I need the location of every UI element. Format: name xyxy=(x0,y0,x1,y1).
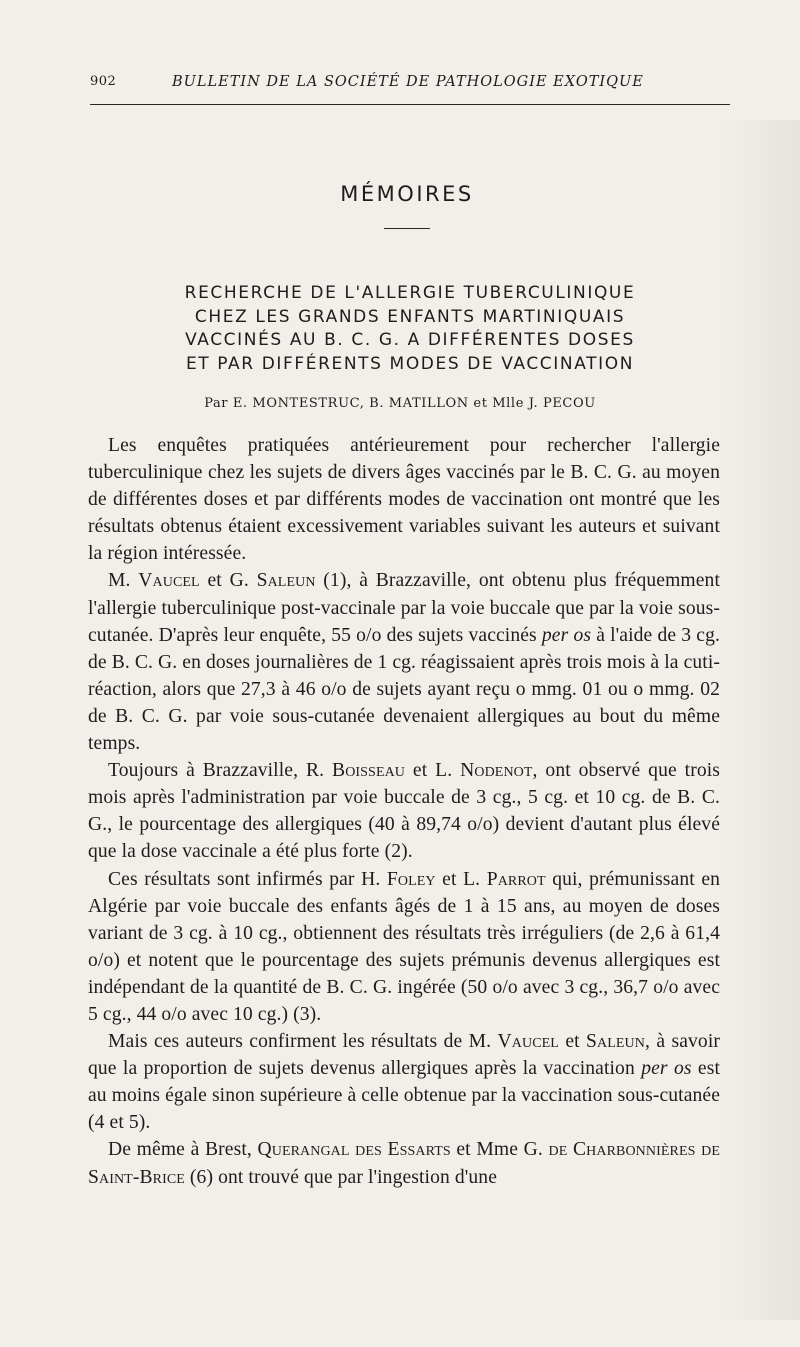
paragraph-3: Toujours à Brazzaville, R. Boisseau et L. Nodenot, ont observé que trois mois après l'administration par voie buccale de 3 cg., 5 cg. et 10 cg. de B. C. G., le pourcentage des allergiques (40 à 89,74 o/o) devient d'autant plus élevé que la dose vaccinale a été plus forte (2). xyxy=(88,760,720,863)
author-name: Foley xyxy=(386,868,436,890)
author-name: Saleun xyxy=(256,570,316,592)
author-name: Vaucel xyxy=(497,1031,559,1053)
paragraph-2: M. Vaucel et G. Saleun (1), à Brazzaville, ont obtenu plus fréquemment l'allergie tuberculinique post-vaccinale par la voie buccale que par la voie sous-cutanée. D'après leur enquête, 55 o/o des sujets vaccinés per os à l'aide de 3 cg. de B. C. G. en doses journalières de 1 cg. réagissaient après trois mois à la cuti-réaction, alors que 27,3 à 46 o/o de sujets ayant reçu o mmg. 01 ou o mmg. 02 de B. C. G. par voie sous-cutanée devenaient allergiques au bout du même temps. xyxy=(88,570,720,755)
author-name: Nodenot xyxy=(460,760,533,782)
paragraph-6: De même à Brest, Querangal des Essarts et Mme G. de Charbonnières de Saint-Brice (6) ont trouvé que par l'ingestion d'une xyxy=(88,1139,720,1188)
journal-title: BULLETIN DE LA SOCIÉTÉ DE PATHOLOGIE EXOTIQUE xyxy=(172,74,644,90)
author-name: Boisseau xyxy=(332,760,406,782)
section-title: MÉMOIRES xyxy=(340,182,474,206)
article-body xyxy=(88,432,720,1191)
article-title-line: ET PAR DIFFÉRENTS MODES DE VACCINATION xyxy=(185,353,635,374)
page-edge-shadow xyxy=(720,120,800,1320)
author-name: Vaucel xyxy=(138,570,200,592)
article-title-line: VACCINÉS AU B. C. G. A DIFFÉRENTES DOSES xyxy=(185,330,635,350)
header-divider xyxy=(90,104,730,105)
article-title-line: RECHERCHE DE L'ALLERGIE TUBERCULINIQUE xyxy=(184,283,636,303)
author-name: Saleun xyxy=(586,1031,645,1053)
article-title xyxy=(120,282,700,376)
section-divider xyxy=(384,228,430,229)
article-authors: Par E. MONTESTRUC, B. MATILLON et Mlle J. PECOU xyxy=(204,396,596,411)
author-name: Parrot xyxy=(486,868,546,890)
author-name: Querangal des Essarts xyxy=(257,1139,451,1161)
paragraph-1: Les enquêtes pratiquées antérieurement pour rechercher l'allergie tuberculinique chez les sujets de divers âges vaccinés par le B. C. G. au moyen de différentes doses et par différents modes de vaccination ont montré que les résultats obtenus étaient excessivement variables suivant les auteurs et suivant la région intéressée. xyxy=(88,435,720,565)
article-title-line: CHEZ LES GRANDS ENFANTS MARTINIQUAIS xyxy=(194,306,626,327)
paragraph-5: Mais ces auteurs confirment les résultats de M. Vaucel et Saleun, à savoir que la proportion de sujets devenus allergiques après la vaccination per os est au moins égale sinon supérieure à celle obtenue par la vaccination sous-cutanée (4 et 5). xyxy=(88,1031,720,1134)
paragraph-4: Ces résultats sont infirmés par H. Foley et L. Parrot qui, prémunissant en Algérie par voie buccale des enfants âgés de 1 à 15 ans, au moyen de doses variant de 3 cg. à 10 cg., obtiennent des résultats très irréguliers (de 2,6 à 61,4 o/o) et notent que le pourcentage des sujets prémunis devenus allergiques est indépendant de la quantité de B. C. G. ingérée (50 o/o avec 3 cg., 36,7 o/o avec 5 cg., 44 o/o avec 10 cg.) (3). xyxy=(88,868,721,1025)
page-number: 902 xyxy=(90,74,117,89)
author-name: de Charbonnières de Saint-Brice xyxy=(88,1139,720,1188)
